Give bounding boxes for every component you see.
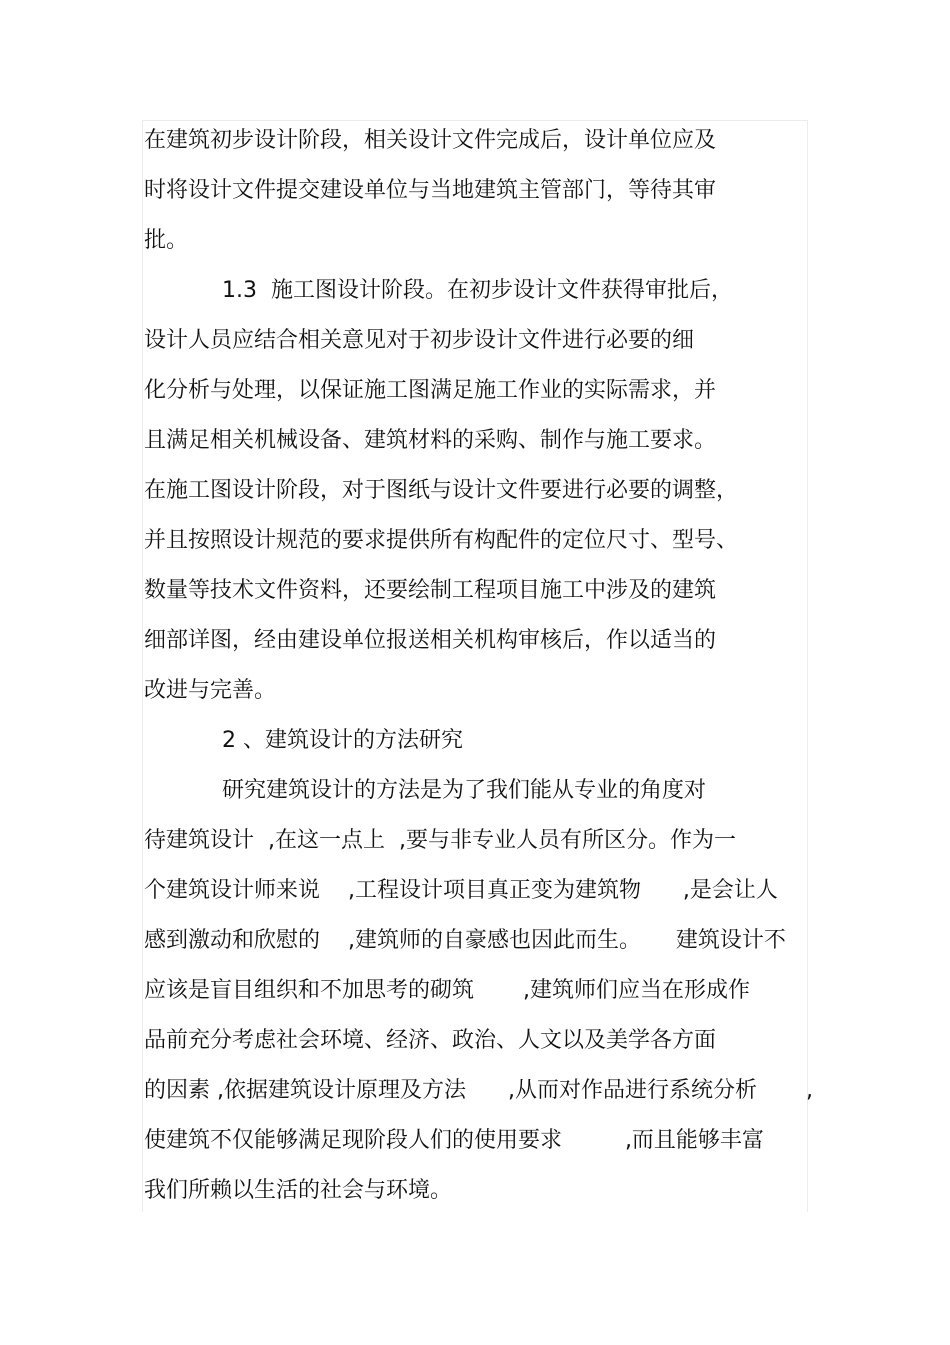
text-line: 使建筑不仅能够满足现阶段人们的使用要求 ,而且能够丰富 — [144, 1128, 764, 1153]
text-line: 研究建筑设计的方法是为了我们能从专业的角度对 — [222, 778, 707, 803]
text-line: 时将设计文件提交建设单位与当地建筑主管部门，等待其审 — [144, 178, 717, 203]
text-line: 个建筑设计师来说 ,工程设计项目真正变为建筑物 ,是会让人 — [144, 878, 778, 903]
text-line: 数量等技术文件资料，还要绘制工程项目施工中涉及的建筑 — [144, 578, 717, 603]
section-heading-2: 2 、建筑设计的方法研究 — [222, 728, 463, 753]
text-line: 在建筑初步设计阶段，相关设计文件完成后，设计单位应及 — [144, 128, 717, 153]
text-line: 设计人员应结合相关意见对于初步设计文件进行必要的细 — [144, 328, 695, 353]
section-heading-1-3: 1.3 施工图设计阶段。在初步设计文件获得审批后， — [222, 278, 733, 303]
text-line: 改进与完善。 — [144, 678, 277, 703]
text-line: 且满足相关机械设备、建筑材料的采购、制作与施工要求。 — [144, 428, 717, 453]
text-line: 应该是盲目组织和不加思考的砌筑 ,建筑师们应当在形成作 — [144, 978, 750, 1003]
trailing-comma: , — [806, 1078, 813, 1103]
text-line: 在施工图设计阶段，对于图纸与设计文件要进行必要的调整， — [144, 478, 739, 503]
text-line: 我们所赖以生活的社会与环境。 — [144, 1178, 453, 1203]
text-line: 批。 — [144, 228, 189, 253]
text-line: 化分析与处理，以保证施工图满足施工作业的实际需求，并 — [144, 378, 717, 403]
text-line: 感到激动和欣慰的 ,建筑师的自豪感也因此而生。 建筑设计不 — [144, 928, 786, 953]
text-line: 细部详图，经由建设单位报送相关机构审核后，作以适当的 — [144, 628, 717, 653]
text-line: 的因素 ,依据建筑设计原理及方法 ,从而对作品进行系统分析 — [144, 1078, 757, 1103]
text-line: 品前充分考虑社会环境、经济、政治、人文以及美学各方面 — [144, 1028, 717, 1053]
text-line: 并且按照设计规范的要求提供所有构配件的定位尺寸、型号、 — [144, 528, 739, 553]
text-line: 待建筑设计 ,在这一点上 ,要与非专业人员有所区分。作为一 — [144, 828, 736, 853]
